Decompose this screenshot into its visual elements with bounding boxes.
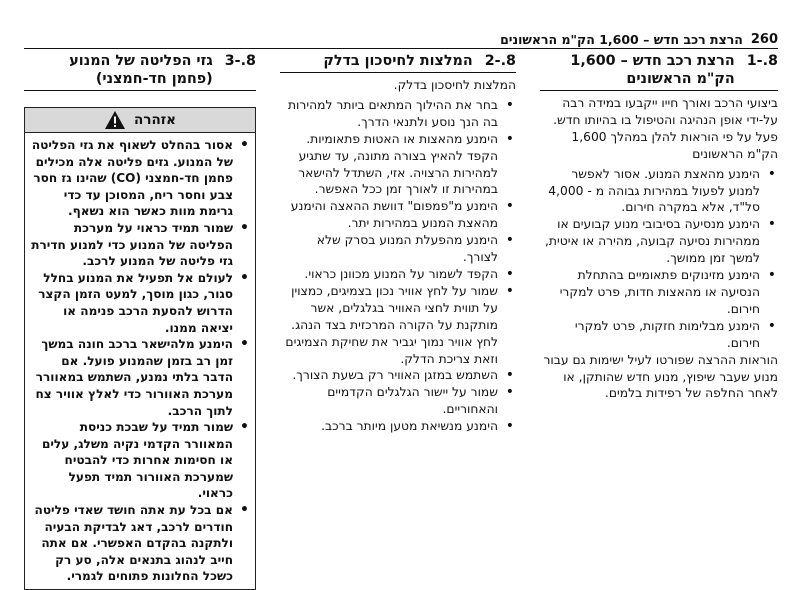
list-item: • אסור בהחלט לשאוף את גזי הפליטה של המנוע. גזים פליטה אלה מכילים פחמן חד-חמצני (CO) שהינו גז חסר צבע וחסר ריח, המסוכן עד כדי גרימת מוות כאשר הוא נשאף.	[31, 137, 251, 220]
list-item: • הימנע מנסיעה בסיבובי מנוע קבועים או ממהירות נסיעה קבועה, מהירה או איטית, למשך זמן ממושך.	[540, 216, 778, 267]
list-item: • הימנע מנשיאת מטען מיותר ברכב.	[280, 418, 516, 435]
warning-header	[25, 108, 255, 133]
section-intro: המלצות לחיסכון בדלק.	[393, 78, 516, 92]
section-heading: גזי הפליטה של המנוע (פחמן חד-חמצני)	[69, 53, 213, 87]
section-break-in	[540, 52, 778, 402]
list-item: • השתמש במזגן האוויר רק בשעת הצורך.	[280, 367, 516, 384]
section-heading: המלצות לחיסכון בדלק	[323, 53, 473, 69]
list-item: • בחר את ההילוך המתאים ביותר למהירות בה הנך נוסע ולתנאי הדרך.	[280, 97, 516, 131]
list-item: • הקפד לשמור על המנוע מכוונן כראוי.	[280, 266, 516, 283]
list-item: • הימנע מהאצות או האטות פתאומיות. הקפד להאיץ בצורה מתונה, עד שתגיע למהירות הרצויה. אזי, השתדל להישאר במהירות זו לאורך זמן ככל האפשר.	[280, 131, 516, 199]
section-title	[540, 52, 778, 91]
section-number: 8.-2	[484, 53, 516, 69]
list-item: • שמור תמיד על שבכת כניסת המאוורר הקדמי נקיה משלג, עלים או חסימות אחרות כדי להבטיח שמערכת האוורור תמיד תפעל כראוי.	[31, 419, 251, 502]
list-item: • הימנע מזינוקים פתאומיים בהתחלת הנסיעה או מהאצות חדות, פרט למקרי חירום.	[540, 267, 778, 318]
warning-box	[24, 107, 256, 590]
section-exhaust-gases	[24, 52, 256, 590]
page-number: 260	[750, 31, 778, 47]
warning-list	[31, 137, 251, 585]
page-header	[24, 30, 778, 48]
bullet-list	[540, 166, 778, 352]
section-outro: הוראות ההרצה שפורטו לעיל ישימות גם עבור מנוע שעבר שיפוץ, מנוע חדש שהותקן, או לאחר החלפה של רפידות בלמים.	[543, 352, 778, 401]
list-item: • הימנע מ"פמפום" דוושת ההאצה והימנע מהאצת המנוע במהירות יתר.	[280, 198, 516, 232]
list-item: • הימנע מהאצת המנוע. אסור לאפשר למנוע לפעול במהירות גבוהה מ - 4,000 סל"ד, אלא במקרה חירום.	[540, 166, 778, 217]
list-item: • הימנע מלהישאר ברכב חונה במשך זמן רב בזמן שהמנוע פועל. אם הדבר בלתי נמנע, השתמש במאוורר מערכת האוורור כדי לאלץ אוויר צח לתוך הרכב.	[31, 336, 251, 419]
warning-label: אזהרה	[134, 111, 176, 128]
list-item: • שמור תמיד כראוי על מערכת הפליטה של המנוע כדי למנוע חדירת גזי פליטה של המנוע לרכב.	[31, 220, 251, 270]
section-intro: ביצועי הרכב ואורך חייו ייקבעו במידה רבה על-ידי אופן הנהיגה והטיפול בו בהיותו חדש. פעל על פי הוראות להלן במהלך 1,600 הק"מ הראשונים	[553, 96, 778, 161]
warning-triangle-icon	[104, 110, 126, 130]
bullet-list	[280, 97, 516, 435]
list-item: • הימנע מהפעלת המנוע בסרק שלא לצורך.	[280, 232, 516, 266]
header-divider	[24, 48, 778, 49]
list-item: • לעולם אל תפעיל את המנוע בחלל סגור, כגון מוסך, למעט הזמן הקצר הדרוש להסעת הרכב פנימה או יציאה ממנו.	[31, 270, 251, 336]
list-item: • שמור על יישור הגלגלים הקדמיים והאחוריים.	[280, 384, 516, 418]
section-title	[280, 52, 516, 73]
list-item: • אם בכל עת אתה חושד שאדי פליטה חודרים לרכב, דאג לבדיקת הבעיה ולתקנה בהקדם האפשרי. אם אתה חייב לנהוג בתנאים אלה, סע רק כשכל החלונות פתוחים לגמרי.	[31, 502, 251, 585]
running-title: הרצת רכב חדש – 1,600 הק"מ הראשונים	[500, 31, 743, 47]
section-heading: הרצת רכב חדש – 1,600 הק"מ הראשונים	[570, 53, 735, 87]
list-item: • הימנע מבלימות חזקות, פרט למקרי חירום.	[540, 318, 778, 352]
section-fuel-saving	[280, 52, 516, 435]
section-number: 8.-1	[746, 53, 778, 69]
list-item: • שמור על לחץ אוויר נכון בצמיגים, כמצוין על תווית לחצי האוויר בגלגלים, אשר מותקנת על הקורה המרכזית בצד הנהג. לחץ אוויר נמוך יגביר את שחיקת הצמיגים וזאת צריכת הדלק.	[280, 283, 516, 368]
section-title	[24, 52, 256, 91]
section-number: 8.-3	[224, 53, 256, 69]
